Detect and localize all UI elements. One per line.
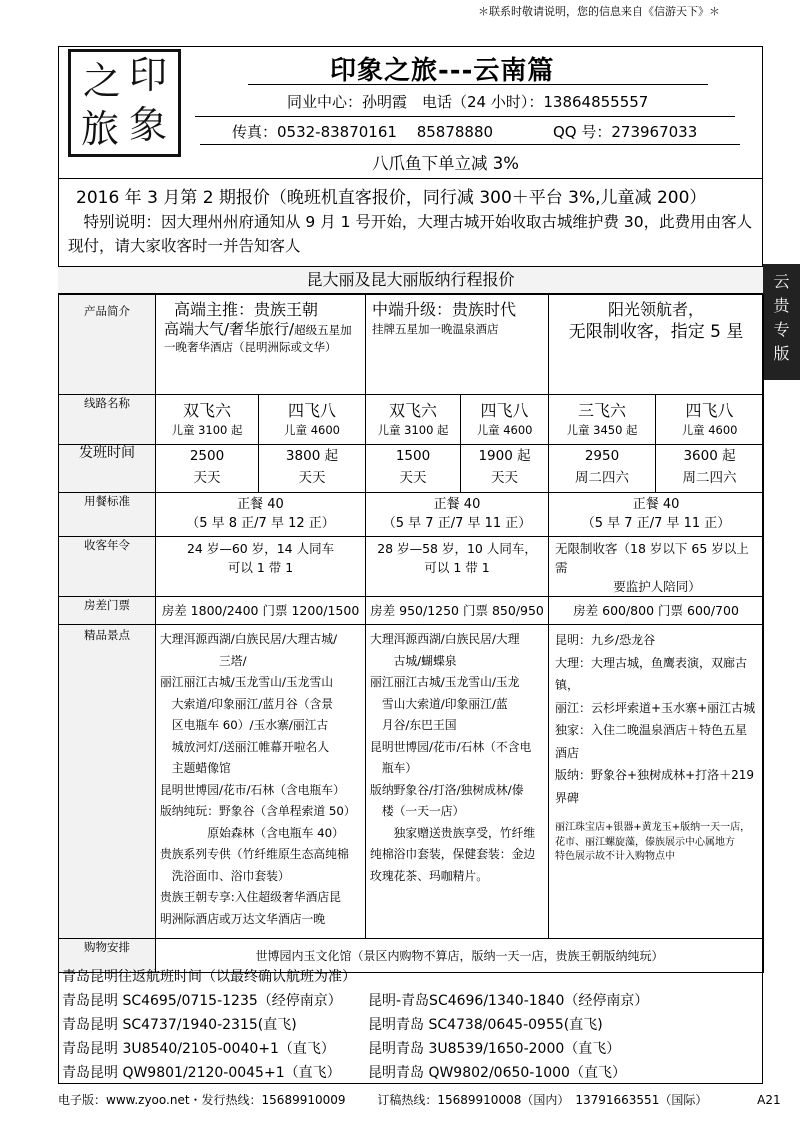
source-note: ＊联系时敬请说明，您的信息来自《信游天下》＊ — [478, 5, 720, 18]
product-2-spots — [366, 625, 549, 939]
divider — [195, 116, 735, 117]
spot-line: 版纳纯玩：野象谷（含单程索道 50） — [160, 804, 356, 818]
spot-line: 古城/蝴蝶泉 — [370, 653, 457, 668]
row-label-meal: 用餐标准 — [59, 493, 156, 537]
flight-outbound: 青岛昆明 SC4737/1940-2315(直飞) — [62, 1017, 297, 1033]
note-line: 花市、丽江螺旋藻，傣族展示中心属地方 — [555, 836, 736, 848]
spot-line: 大索道/印象丽江/蓝月谷（含景 — [160, 696, 334, 711]
spot-line: 昆明世博园/花市/石林（含电瓶车） — [160, 782, 345, 797]
flight-return: 昆明青岛 QW9802/0650-1000（直飞） — [368, 1065, 626, 1081]
product-1-title: 高端主推：贵族王朝 — [174, 300, 319, 319]
flight-outbound: 青岛昆明 SC4695/0715-1235（经停南京） — [62, 993, 342, 1009]
age-note: 要监护人陪同） — [613, 579, 701, 594]
spot-line: 洗浴面巾、浴巾套装） — [160, 868, 290, 883]
spot-line: 主题蜡像馆 — [160, 761, 231, 775]
spot-line: 独家赠送贵族享受，竹纤维 — [370, 825, 536, 840]
divider — [248, 84, 708, 85]
table-row — [59, 493, 764, 537]
spot-line: 镇， — [555, 678, 580, 692]
row-label-shopping: 购物安排 — [59, 939, 156, 973]
product-3-title: 阳光领航者， — [608, 300, 705, 319]
spot-line: 城放河灯/送丽江帷幕开啦名人 — [160, 739, 330, 754]
spot-line: 区电瓶车 60）/玉水寨/丽江古 — [160, 718, 329, 732]
adult-price: 1500 — [395, 448, 431, 464]
product-1-intro — [156, 295, 366, 395]
route-child-price: 儿童 4600 — [476, 423, 533, 437]
price-table — [58, 294, 764, 973]
meal-detail: （5 早 7 正/7 早 11 正） — [382, 516, 532, 531]
spot-line: 昆明：九乡/恐龙谷 — [555, 633, 656, 647]
spot-line: 版纳野象谷/打洛/独树成林/傣 — [370, 782, 524, 797]
adult-price: 1900 起 — [478, 448, 531, 464]
meal-standard: 正餐 40 — [632, 497, 680, 512]
brand-logo — [68, 49, 181, 157]
row-label-spots: 精品景点 — [59, 625, 156, 939]
spot-line: 独家：入住二晚温泉酒店＋特色五星 — [555, 723, 748, 737]
qq-line: QQ 号：273967033 — [553, 123, 698, 141]
adult-price: 2950 — [584, 448, 620, 464]
spot-line: 楼（一天一店） — [370, 804, 465, 818]
table-row — [59, 445, 764, 493]
flight-outbound: 青岛昆明 3U8540/2105-0040+1（直飞） — [62, 1041, 335, 1057]
age-limit: 24 岁—60 岁，14 人同车 — [186, 541, 335, 556]
route-name: 双飞六 — [389, 401, 438, 420]
table-row — [59, 625, 764, 939]
fax-line: 传真：0532-83870161 85878880 — [232, 123, 494, 141]
spot-line: 玫瑰花茶、玛咖精片。 — [370, 868, 488, 883]
section-title: 昆大丽及昆大丽版纳行程报价 — [58, 266, 763, 294]
spot-line: 大理洱源西湖/白族民居/大理 — [370, 632, 520, 646]
product-3-intro — [549, 295, 764, 395]
room-ticket: 房差 1800/2400 门票 1200/1500 — [156, 597, 366, 625]
row-label-age: 收客年令 — [59, 537, 156, 597]
row-label-route: 线路名称 — [59, 395, 156, 445]
discount-line: 八爪鱼下单立减 3% — [372, 154, 519, 173]
logo-char-1: 之 — [83, 59, 122, 103]
age-note: 可以 1 带 1 — [227, 560, 294, 575]
route-child-price: 儿童 3100 起 — [171, 423, 243, 437]
flight-heading: 青岛昆明往返航班时间（以最终确认航班为准） — [62, 969, 356, 985]
table-row — [59, 597, 764, 625]
logo-char-3: 旅 — [81, 107, 120, 151]
departure-days: 周二四六 — [575, 470, 630, 486]
footer — [58, 1091, 781, 1108]
product-2-intro — [366, 295, 549, 395]
spot-line: 昆明世博园/花市/石林（不含电 — [370, 739, 532, 754]
spot-line: 纯棉浴巾套装，保健套装：金边 — [370, 847, 536, 861]
footer-mid: 订稿热线：15689910008（国内） 13791663551（国际） — [377, 1093, 708, 1107]
age-limit: 无限制收客（18 岁以下 65 岁以上需 — [555, 541, 749, 575]
adult-price: 3800 起 — [285, 448, 339, 464]
table-row — [59, 537, 764, 597]
spot-line: 月谷/东巴王国 — [370, 718, 457, 732]
spot-line: 贵族王朝专享:入住超级奢华酒店昆 — [160, 890, 341, 904]
adult-price: 2500 — [189, 448, 225, 464]
product-2-desc: 挂牌五星加一晚温泉酒店 — [372, 322, 499, 336]
table-row — [59, 295, 764, 395]
meal-standard: 正餐 40 — [237, 497, 284, 512]
product-1-desc-small: 超级五星加一晚奢华酒店（昆明洲际或文华） — [164, 323, 352, 354]
spot-line: 酒店 — [555, 745, 580, 760]
product-1-desc: 高端大气/奢华旅行/ — [164, 320, 295, 338]
spot-line: 丽江丽江古城/玉龙雪山/玉龙 — [370, 675, 520, 689]
age-limit: 28 岁—58 岁，10 人同车， — [377, 541, 537, 556]
row-label-intro: 产品简介 — [59, 295, 156, 395]
route-child-price: 儿童 4600 — [681, 423, 738, 437]
flight-outbound: 青岛昆明 QW9801/2120-0045+1（直飞） — [62, 1065, 341, 1081]
flight-return: 昆明青岛 3U8539/1650-2000（直飞） — [368, 1041, 621, 1057]
row-label-departure: 发班时间 — [59, 445, 156, 493]
divider — [200, 144, 740, 145]
side-tab-char: 专 — [773, 320, 790, 339]
meal-detail: （5 早 8 正/7 早 12 正） — [186, 516, 335, 531]
spot-line: 贵族系列专供（竹纤维原生态高纯棉 — [160, 847, 349, 861]
shopping-note — [555, 821, 759, 865]
route-name: 三飞六 — [578, 401, 627, 420]
spot-line: 丽江：云杉坪索道+玉水寨+丽江古城 — [555, 700, 756, 715]
route-child-price: 儿童 3100 起 — [377, 423, 449, 437]
route-name: 四飞八 — [480, 401, 529, 420]
flight-return: 昆明-青岛SC4696/1340-1840（经停南京） — [368, 993, 649, 1009]
adult-price: 3600 起 — [683, 448, 736, 464]
departure-days: 天天 — [298, 470, 326, 486]
divider — [58, 178, 763, 179]
table-row — [59, 395, 764, 445]
product-3-title-2: 无限制收客，指定 5 星 — [568, 322, 744, 342]
logo-char-2: 印 — [129, 53, 168, 97]
side-tab-char: 云 — [773, 272, 790, 291]
spot-line: 三塔/ — [160, 653, 247, 668]
page-number: A21 — [757, 1093, 781, 1107]
shopping-info: 世博园内玉文化馆（景区内购物不算店，版纳一天一店，贵族王朝版纳纯玩） — [156, 939, 764, 973]
room-ticket: 房差 950/1250 门票 850/950 — [366, 597, 549, 625]
spot-line: 瓶车） — [370, 761, 418, 775]
age-note: 可以 1 带 1 — [424, 560, 490, 575]
side-tab-char: 贵 — [773, 296, 790, 315]
note-line: 特色展示故不计入购物点中 — [555, 851, 676, 862]
footer-left: 电子版：www.zyoo.net・发行热线：15689910009 — [58, 1093, 346, 1107]
flight-return: 昆明青岛 SC4738/0645-0955(直飞) — [368, 1017, 603, 1033]
departure-days: 周二四六 — [682, 470, 737, 486]
departure-days: 天天 — [491, 470, 519, 486]
route-name: 双飞六 — [182, 401, 231, 420]
meal-standard: 正餐 40 — [433, 497, 481, 512]
spot-line: 明洲际酒店或万达文华酒店一晚 — [160, 911, 326, 926]
route-name: 四飞八 — [685, 401, 734, 420]
spot-line: 丽江丽江古城/玉龙雪山/玉龙雪山 — [160, 675, 334, 689]
spot-line: 界碑 — [555, 790, 580, 805]
spot-line: 版纳：野象谷+独树成林+打洛＋219 — [555, 768, 755, 782]
special-note: 特别说明：因大理州州府通知从 9 月 1 号开始，大理古城开始收取古城维护费 30，此费用由客人现付，请大家收客时一并告知客人 — [68, 213, 753, 255]
spot-line: 大理洱源西湖/白族民居/大理古城/ — [160, 632, 338, 646]
contact-line: 同业中心：孙明霞 电话（24 小时）：13864855557 — [287, 93, 649, 111]
route-child-price: 儿童 3450 起 — [566, 423, 638, 437]
note-line: 丽江珠宝店+银器+黄龙玉+版纳一天一店， — [555, 822, 751, 833]
side-tab — [763, 264, 800, 380]
logo-char-4: 象 — [129, 103, 168, 147]
departure-days: 天天 — [193, 470, 221, 486]
price-line: 2016 年 3 月第 2 期报价（晚班机直客报价，同行减 300＋平台 3%,儿童减 200） — [76, 188, 707, 208]
product-2-title: 中端升级：贵族时代 — [372, 300, 517, 319]
route-child-price: 儿童 4600 — [284, 423, 340, 437]
route-name: 四飞八 — [288, 401, 337, 420]
departure-days: 天天 — [399, 470, 427, 486]
spot-line: 原始森林（含电瓶车 40） — [160, 825, 344, 840]
spot-line: 雪山大索道/印象丽江/蓝 — [370, 696, 508, 711]
spot-line: 大理：大理古城，鱼鹰表演，双廊古 — [555, 655, 748, 670]
row-label-room: 房差门票 — [59, 597, 156, 625]
side-tab-char: 版 — [773, 344, 790, 363]
page-title: 印象之旅---云南篇 — [330, 56, 555, 86]
meal-detail: （5 早 7 正/7 早 11 正） — [581, 516, 731, 531]
room-ticket: 房差 600/800 门票 600/700 — [549, 597, 764, 625]
product-1-spots — [156, 625, 366, 939]
product-3-spots — [549, 625, 764, 939]
